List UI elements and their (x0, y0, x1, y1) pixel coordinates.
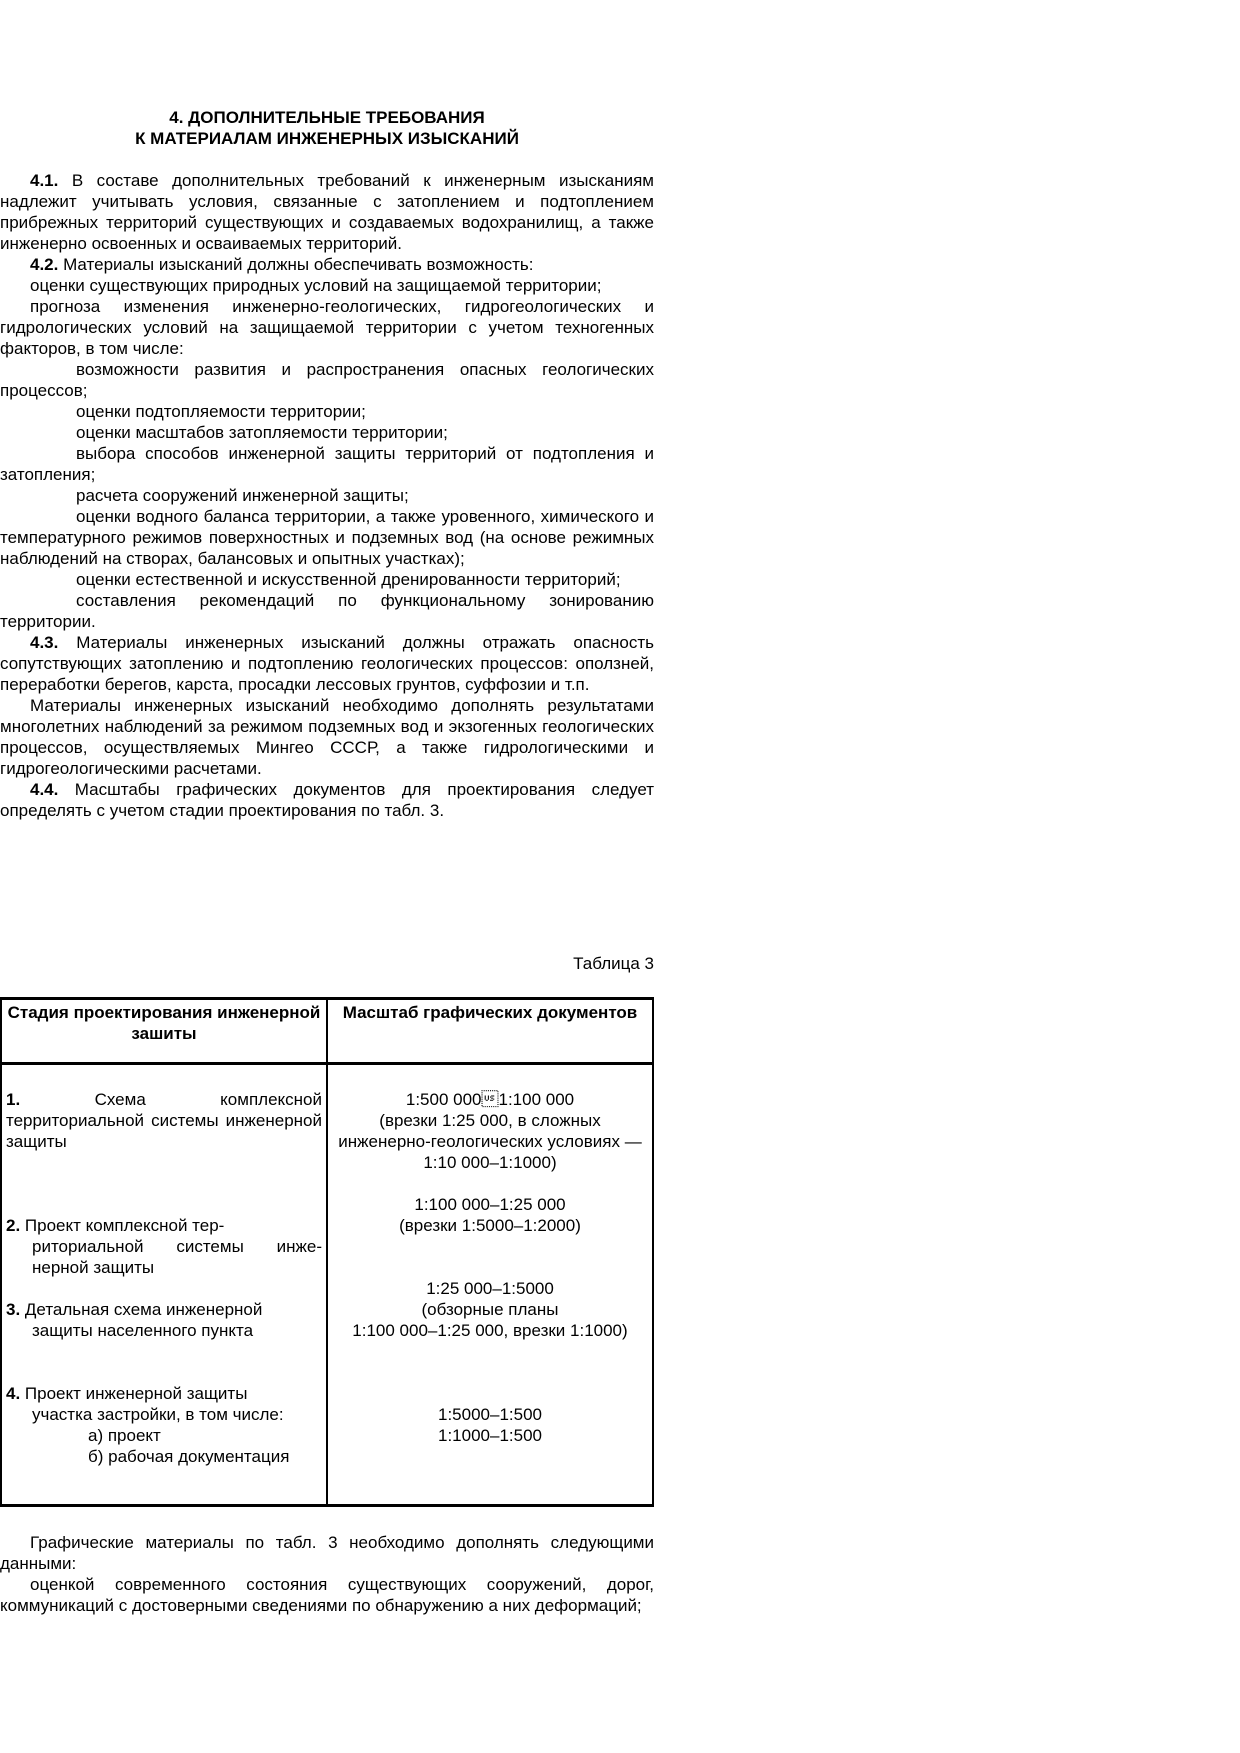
header-stage: Стадия проектирования инженерной зашиты (1, 999, 327, 1064)
paragraph-number: 4.1. (30, 171, 59, 190)
stage-2-cont: риториальной системы инже-нерной защиты (32, 1237, 322, 1277)
stage-number: 2. (6, 1216, 21, 1235)
sub-list-item: оценки естественной и искусственной дренированности территорий; (76, 570, 621, 589)
stage-label: Детальная схема инженерной (20, 1300, 263, 1319)
paragraph-4-1 (0, 170, 654, 254)
scale-1: 1:500 000 1:100 000 (405, 1090, 575, 1109)
stage-4 (6, 1383, 322, 1404)
stage-4-sub-b: б) рабочая документация (88, 1447, 290, 1466)
stage-number: 3. (6, 1300, 21, 1319)
sub-list-item: выбора способов инженерной защиты территорий от подтопления и затопления; (0, 444, 654, 484)
after-table-text (0, 1532, 654, 1616)
section-title-line2: К МАТЕРИАЛАМ ИНЖЕНЕРНЫХ ИЗЫСКАНИЙ (135, 129, 519, 148)
stage-3 (6, 1299, 322, 1320)
scale-4b: 1:1000–1:500 (438, 1426, 542, 1445)
after-table-paragraph: Графические материалы по табл. 3 необходимо дополнять следующими данными: (0, 1533, 654, 1573)
paragraph-4-3 (0, 632, 654, 695)
stage-1 (6, 1089, 322, 1152)
table-header-row (1, 999, 653, 1064)
stage-4-sub-a: а) проект (88, 1426, 161, 1445)
sub-list-item: составления рекомендаций по функциональному зонированию территории. (0, 591, 654, 631)
scale-column (327, 1064, 653, 1506)
sub-list-item: оценки водного баланса территории, а также уровенного, химического и температурного режимов поверхностных и подземных вод (на основе режимных наблюдений на створах, балансовых и опытных участках); (0, 507, 654, 568)
sub-list-item: оценки масштабов затопляемости территории; (76, 423, 448, 442)
scale-1-note: (врезки 1:25 000, в сложных инженерно-геологических условиях — 1:10 000–1:1000) (338, 1111, 642, 1172)
table-body-row (1, 1064, 653, 1506)
paragraph-text: В составе дополнительных требований к инженерным изысканиям надлежит учитывать условия, связанные с затоплением и подтоплением прибрежных территорий существующих и создаваемых водохранилищ, а также инженерно освоенных и осваиваемых территорий. (0, 171, 654, 253)
stage-4-cont: участка застройки, в том числе: (32, 1405, 284, 1424)
sub-list-item: расчета сооружений инженерной защиты; (76, 486, 409, 505)
scale-2-note: (врезки 1:5000–1:2000) (399, 1216, 581, 1235)
stage-label: Проект комплексной тер- (20, 1216, 225, 1235)
scale-3-note-2: 1:100 000–1:25 000, врезки 1:1000) (352, 1321, 628, 1340)
scale-table (0, 997, 654, 1507)
scale-3: 1:25 000–1:5000 (426, 1279, 554, 1298)
paragraph-number: 4.4. (30, 780, 59, 799)
list-item: прогноза изменения инженерно-геологических, гидрогеологических и гидрологических условий на защищаемой территории с учетом техногенных факторов, в том числе: (0, 297, 654, 358)
paragraph-continuation: Материалы инженерных изысканий необходимо дополнять результатами многолетних наблюдений за режимом подземных вод и экзогенных геологических процессов, осуществляемых Мингео СССР, а также гидрологическими и гидрогеологическими расчетами. (0, 696, 654, 778)
section-title-line1: 4. ДОПОЛНИТЕЛЬНЫЕ ТРЕБОВАНИЯ (169, 108, 485, 127)
scale-2: 1:100 000–1:25 000 (414, 1195, 566, 1214)
section-body (0, 170, 654, 821)
sub-list-item: оценки подтопляемости территории; (76, 402, 366, 421)
paragraph-number: 4.3. (30, 633, 59, 652)
paragraph-number: 4.2. (30, 255, 59, 274)
table-caption: Таблица 3 (573, 954, 654, 973)
stage-label: Схема комплексной территориальной системы инженерной защиты (6, 1090, 322, 1151)
list-item: оценки существующих природных условий на защищаемой территории; (30, 276, 602, 295)
paragraph-4-4 (0, 779, 654, 821)
paragraph-4-2 (0, 254, 654, 275)
paragraph-text: Материалы инженерных изысканий должны отражать опасность сопутствующих затоплению и подтоплению геологических процессов: оползней, переработки берегов, карста, просадки лессовых грунтов, суффозии и т.п. (0, 633, 654, 694)
stage-number: 4. (6, 1384, 21, 1403)
stage-3-cont: защиты населенного пункта (32, 1321, 254, 1340)
after-table-paragraph: оценкой современного состояния существующих сооружений, дорог, коммуникаций с достоверными сведениями по обнаружению а них деформаций; (0, 1575, 654, 1615)
section-heading (0, 107, 654, 149)
paragraph-text: Масштабы графических документов для проектирования следует определять с учетом стадии проектирования по табл. 3. (0, 780, 654, 820)
header-scale: Масштаб графических документов (327, 999, 653, 1064)
stage-number: 1. (6, 1090, 21, 1109)
paragraph-text: Материалы изысканий должны обеспечивать возможность: (58, 255, 534, 274)
stage-label: Проект инженерной защиты (20, 1384, 248, 1403)
sub-list-item: возможности развития и распространения опасных геологических процессов; (0, 360, 654, 400)
scale-3-note: (обзорные планы (421, 1300, 559, 1319)
stage-column (1, 1064, 327, 1506)
scale-4a: 1:5000–1:500 (438, 1405, 542, 1424)
stage-2 (6, 1215, 322, 1236)
